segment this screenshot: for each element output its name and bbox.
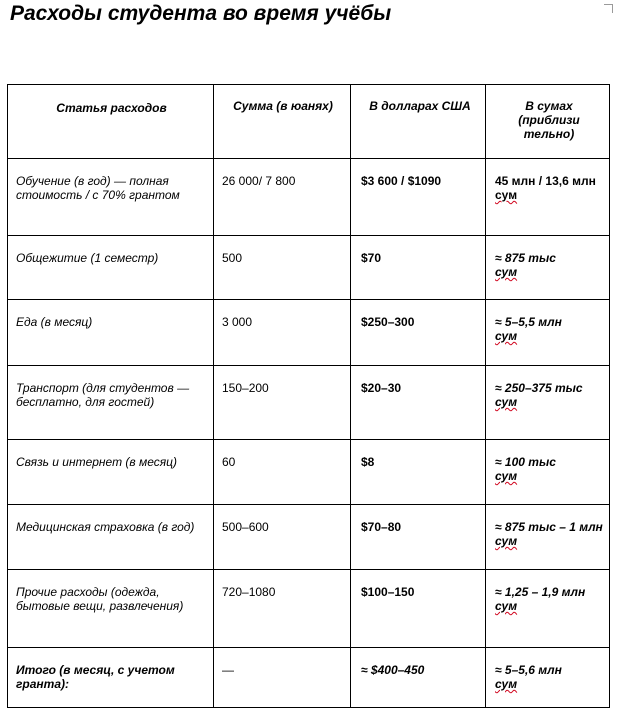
item-cell: Медицинская страховка (в год) [8, 505, 214, 570]
uzs-cell [486, 366, 610, 440]
uzs-cell [486, 300, 610, 366]
uzs-unit: сум [495, 188, 518, 202]
uzs-amount: ≈ 5–5,6 млн [495, 663, 562, 677]
cny-cell: 150–200 [214, 366, 351, 440]
cny-cell: — [214, 648, 351, 708]
usd-cell: $8 [351, 440, 486, 505]
uzs-amount: ≈ 5–5,5 млн [495, 315, 562, 329]
table-row [8, 159, 610, 236]
table-row [8, 648, 610, 708]
uzs-amount: ≈ 875 тыс [495, 251, 556, 265]
item-cell: Еда (в месяц) [8, 300, 214, 366]
uzs-unit: сум [495, 469, 518, 483]
page-title: Расходы студента во время учёбы [10, 2, 392, 25]
table-header-row [8, 85, 610, 159]
item-cell: Общежитие (1 семестр) [8, 236, 214, 300]
uzs-amount: ≈ 1,25 – 1,9 млн [495, 585, 586, 599]
uzs-cell [486, 505, 610, 570]
corner-mark [604, 4, 613, 13]
table-row [8, 300, 610, 366]
usd-cell: $70 [351, 236, 486, 300]
usd-cell: $250–300 [351, 300, 486, 366]
column-header: Статья расходов [8, 85, 214, 159]
uzs-cell [486, 648, 610, 708]
table-row [8, 570, 610, 648]
uzs-cell [486, 440, 610, 505]
item-cell: Транспорт (для студентов — бесплатно, для гостей) [8, 366, 214, 440]
uzs-unit: сум [495, 599, 518, 613]
usd-cell: $3 600 / $1090 [351, 159, 486, 236]
item-cell: Прочие расходы (одежда, бытовые вещи, развлечения) [8, 570, 214, 648]
uzs-amount: ≈ 250–375 тыс [495, 381, 583, 395]
column-header: В долларах США [351, 85, 486, 159]
uzs-cell [486, 159, 610, 236]
cny-cell: 500–600 [214, 505, 351, 570]
uzs-amount: ≈ 100 тыс [495, 455, 556, 469]
table-row [8, 236, 610, 300]
usd-cell: $20–30 [351, 366, 486, 440]
table-row [8, 440, 610, 505]
table-row [8, 505, 610, 570]
usd-cell: ≈ $400–450 [351, 648, 486, 708]
uzs-amount: ≈ 875 тыс – 1 млн [495, 520, 603, 534]
uzs-cell [486, 236, 610, 300]
item-cell: Обучение (в год) — полная стоимость / с 70% грантом [8, 159, 214, 236]
column-header: Сумма (в юанях) [214, 85, 351, 159]
usd-cell: $100–150 [351, 570, 486, 648]
cny-cell: 720–1080 [214, 570, 351, 648]
uzs-unit: сум [495, 265, 518, 279]
uzs-unit: сум [495, 534, 518, 548]
uzs-unit: сум [495, 677, 518, 691]
uzs-amount: 45 млн / 13,6 млн [495, 174, 596, 188]
usd-cell: $70–80 [351, 505, 486, 570]
cny-cell: 60 [214, 440, 351, 505]
item-cell: Итого (в месяц, с учетом гранта): [8, 648, 214, 708]
cny-cell: 26 000/ 7 800 [214, 159, 351, 236]
expenses-table [7, 84, 610, 708]
uzs-unit: сум [495, 329, 518, 343]
cny-cell: 3 000 [214, 300, 351, 366]
column-header: В сумах (приблизи тельно) [486, 85, 610, 159]
uzs-cell [486, 570, 610, 648]
cny-cell: 500 [214, 236, 351, 300]
uzs-unit: сум [495, 395, 518, 409]
table-row [8, 366, 610, 440]
item-cell: Связь и интернет (в месяц) [8, 440, 214, 505]
